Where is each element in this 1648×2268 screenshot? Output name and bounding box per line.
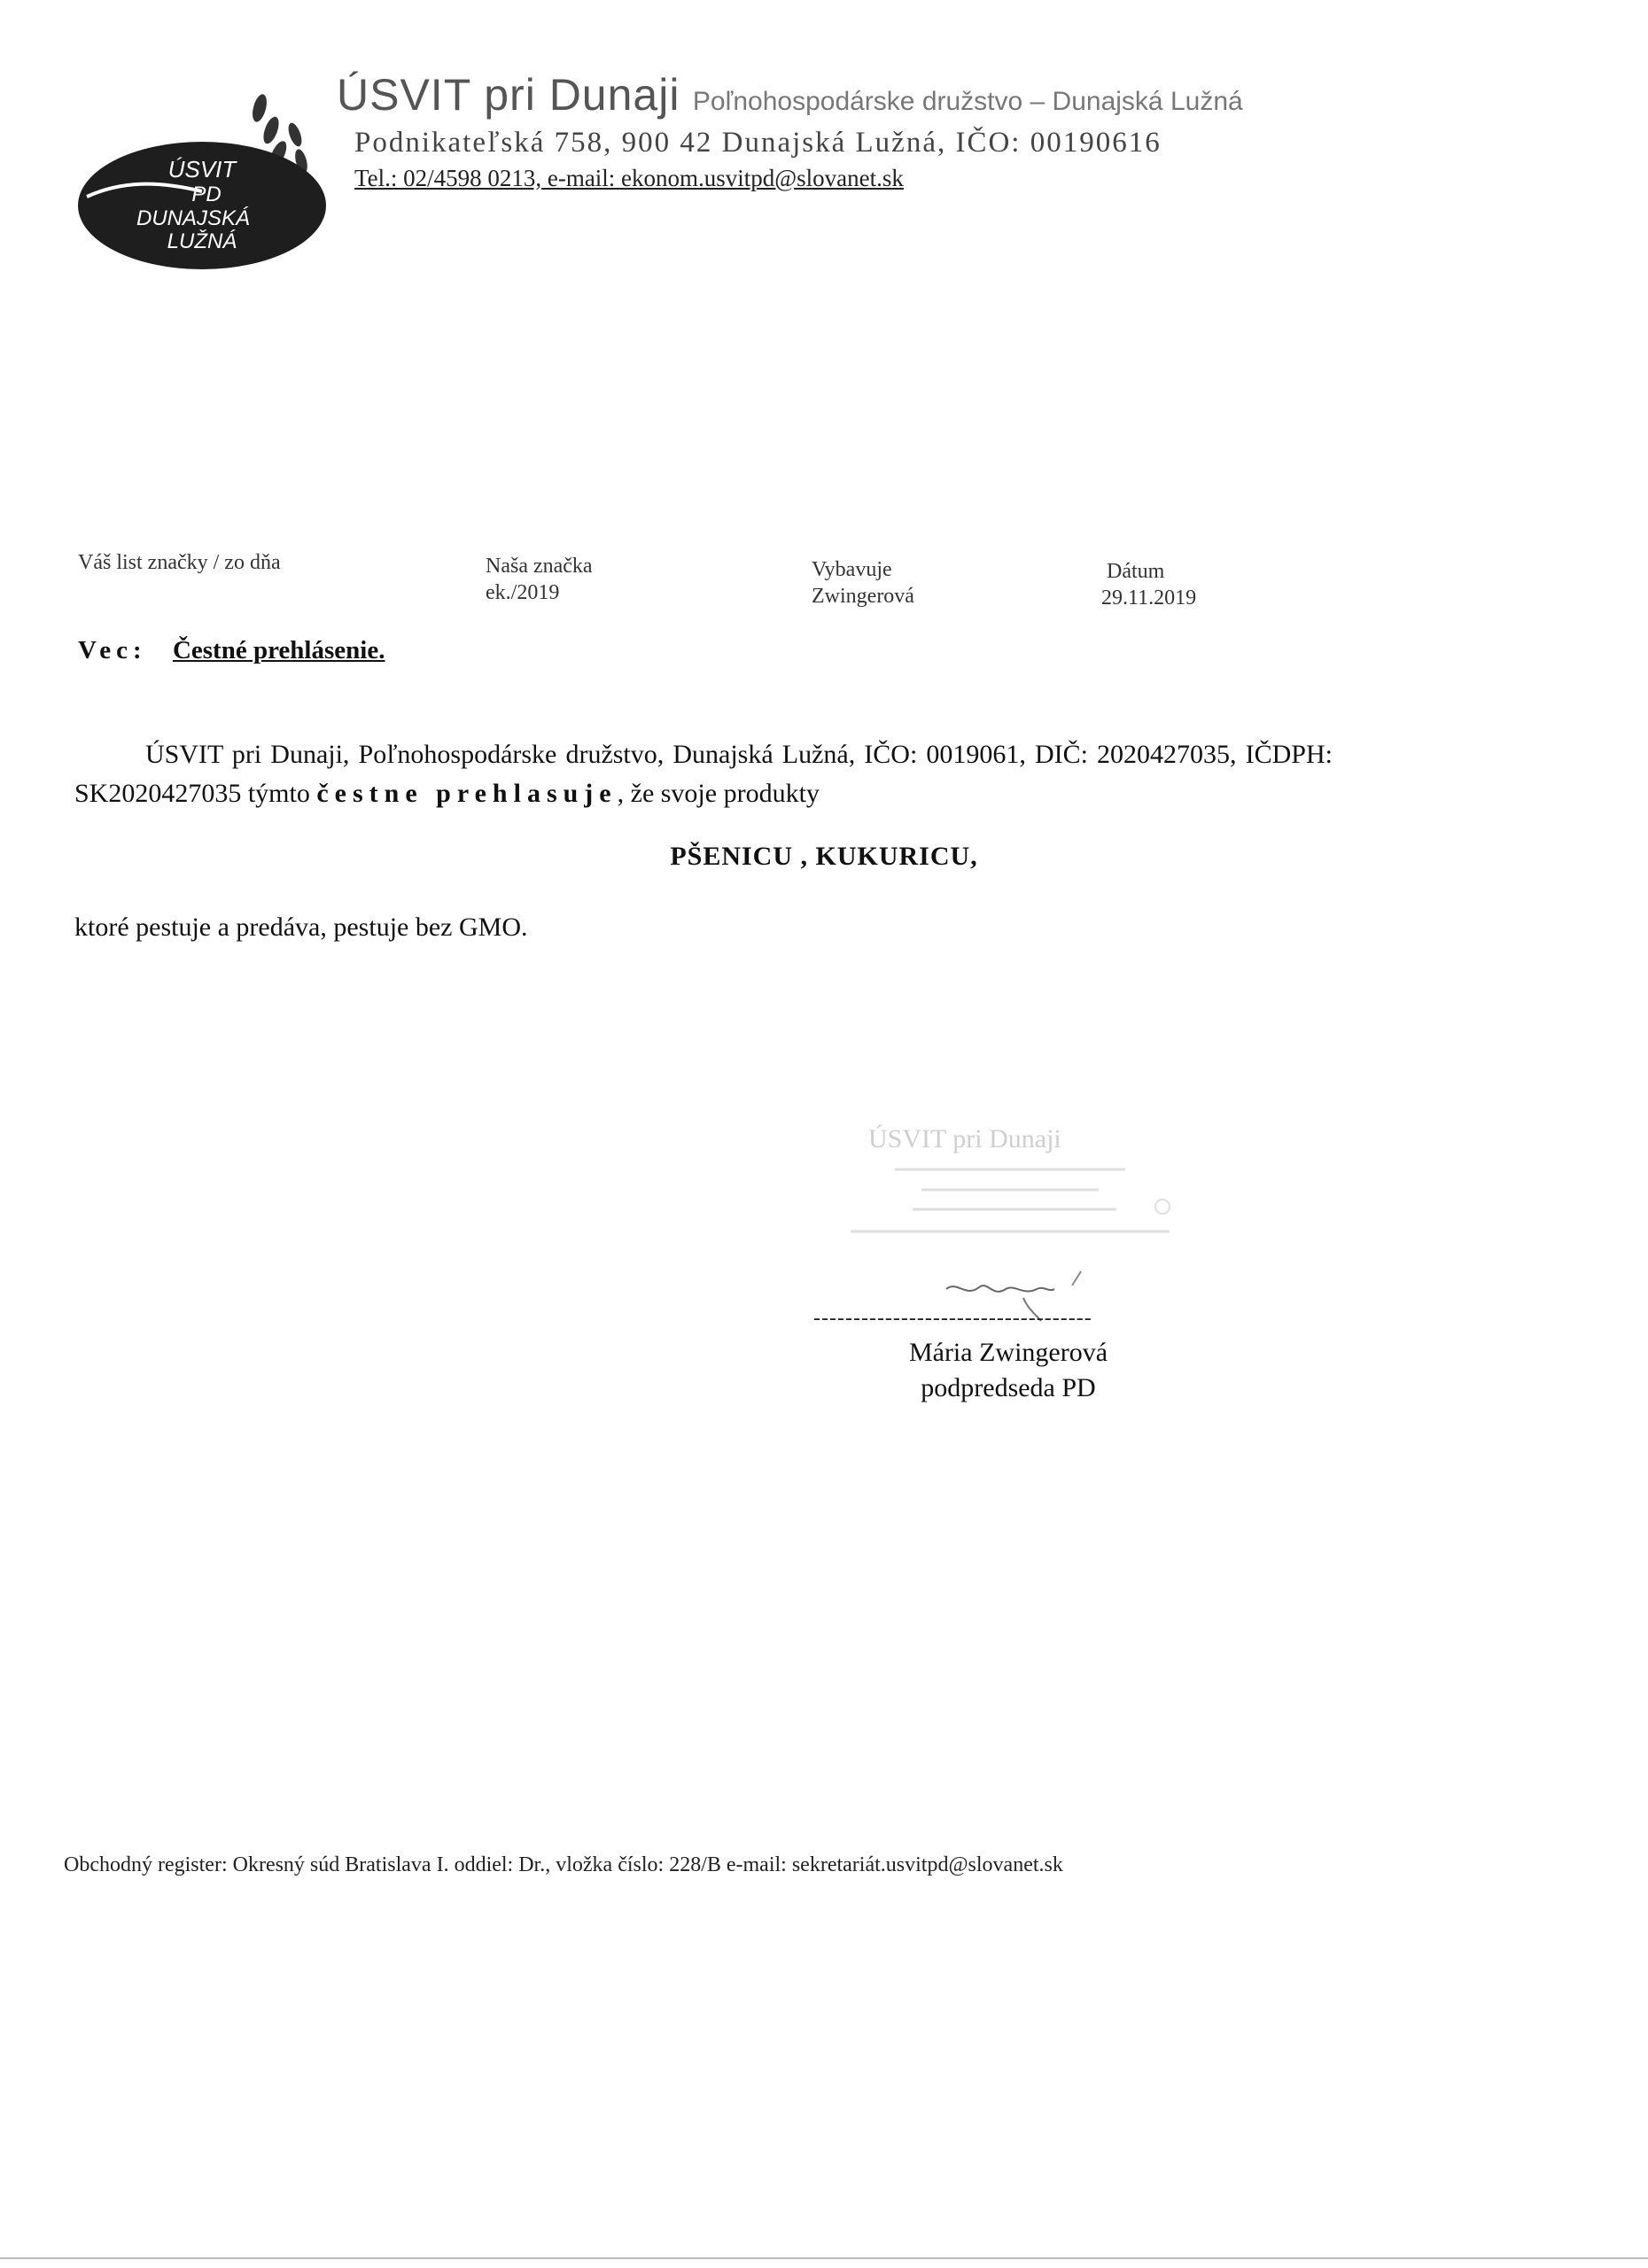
company-contact: Tel.: 02/4598 0213, e-mail: ekonom.usvitpd@slovanet.sk [354, 165, 904, 191]
subject-label: Vec: [78, 636, 147, 664]
products-list: PŠENICU , KUKURICU, [670, 842, 978, 871]
ref-date-value: 29.11.2019 [1101, 586, 1197, 610]
declaration-paragraph [74, 735, 1333, 813]
signer-name: Mária Zwingerová [908, 1338, 1108, 1367]
ref-handled-by-label: Vybavuje [812, 558, 892, 581]
ref-our-mark-label: Naša značka [486, 555, 593, 578]
signer-title: podpredseda PD [921, 1373, 1096, 1402]
declaration-closing: ktoré pestuje a predáva, pestuje bez GMO. [74, 913, 528, 942]
company-name: ÚSVIT pri Dunaji [337, 70, 680, 120]
company-stamp [833, 1121, 1187, 1262]
ref-our-mark [486, 553, 593, 606]
logo-text-3: DUNAJSKÁ [136, 206, 251, 230]
declaration-emphasis: čestne prehlasuje [316, 779, 618, 808]
company-subtitle: Poľnohospodárske družstvo – Dunajská Lužná [692, 87, 1243, 116]
footer-register: Obchodný register: Okresný súd Bratislava I. oddiel: Dr., vložka číslo: 228/B e-mail: sekretariát.usvitpd@slovanet.sk [64, 1853, 1063, 1876]
logo-text-4: LUŽNÁ [167, 229, 237, 253]
signature-line: ----------------------------------- [813, 1307, 1092, 1330]
ref-date-label: Dátum [1107, 560, 1165, 583]
ref-handled-by [812, 556, 914, 610]
ref-your-letter: Váš list značky / zo dňa [78, 551, 281, 574]
declaration-text-end: , že svoje produkty [617, 779, 820, 808]
declaration-text-start: ÚSVIT pri Dunaji, Poľnohospodárske družstvo, Dunajská Lužná, IČO: 0019061, DIČ: 2020427035, IČDPH: SK2020427035 týmto [74, 740, 1333, 808]
ref-date [1101, 558, 1196, 611]
subject-line [78, 636, 385, 665]
company-heading [337, 69, 1243, 120]
stamp-title: ÚSVIT pri Dunaji [868, 1124, 1061, 1153]
ref-handled-by-value: Zwingerová [812, 585, 914, 608]
company-logo [69, 82, 335, 276]
logo-text-2: PD [191, 183, 222, 206]
logo-text-1: ÚSVIT [167, 156, 237, 183]
subject-text: Čestné prehlásenie. [172, 636, 385, 664]
company-address: Podnikateľská 758, 900 42 Dunajská Lužná, IČO: 00190616 [354, 127, 1162, 159]
ref-our-mark-value: ek./2019 [486, 581, 560, 604]
bottom-divider [0, 2257, 1648, 2259]
